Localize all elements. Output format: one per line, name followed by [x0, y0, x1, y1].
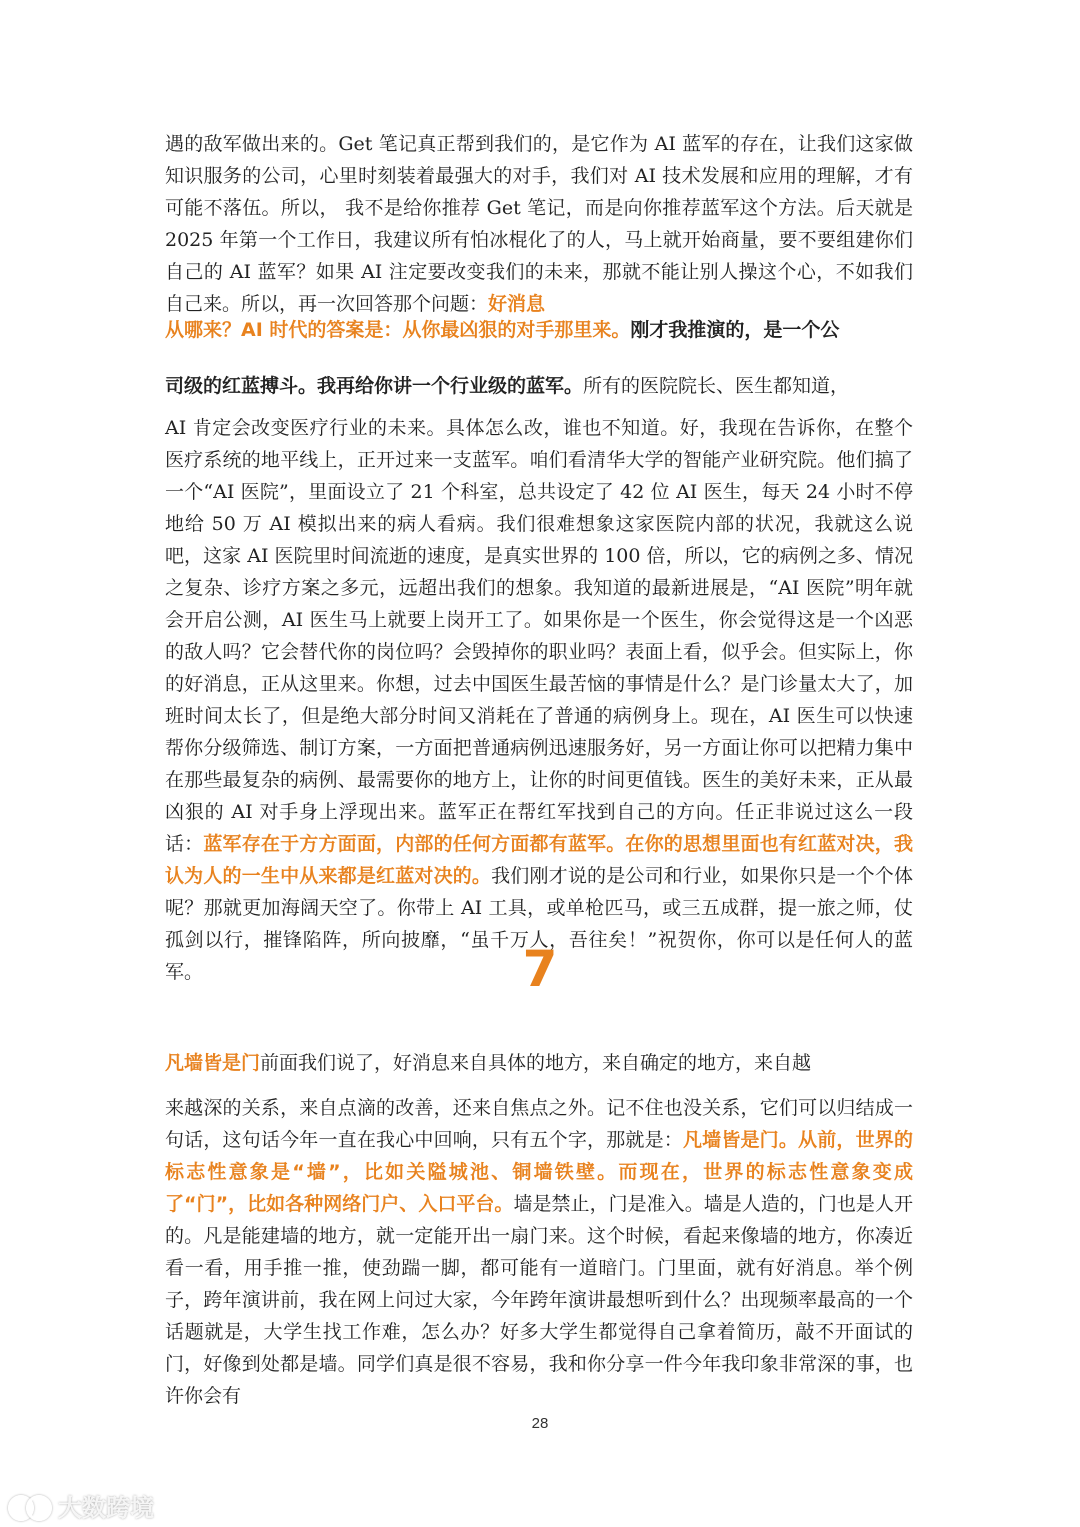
body-text-run: 墙是禁止，门是准入。墙是人造的，门也是人开的。凡是能建墙的地方，就一定能开出一扇门来。这个时候，看起来像墙的地方，你凑近看一看，用手推一推，使劲踹一脚，都可能有一道暗门。门里面，就有好消息。举个例子，跨年演讲前，我在网上问过大家，今年跨年演讲最想听到什么？出现频率最高的一个话题就是，大学生找工作难，怎么办？好多大学生都觉得自己拿着简历，敲不开面试的门，好像到处都是墙。同学们真是很不容易，我和你分享一件今年我印象非常深的事，也许你会有	[165, 1193, 913, 1407]
section-number: 7	[522, 940, 558, 998]
highlighted-text-run: 凡墙皆是门	[165, 1052, 261, 1074]
highlighted-text-run: 好消息	[488, 293, 546, 315]
body-text-run: 所有的医院院长、医生都知道，	[583, 375, 850, 397]
paragraph-4	[165, 412, 913, 988]
watermark-logo-icon	[8, 1493, 52, 1519]
highlighted-text-run: 从哪来？AI 时代的答案是：从你最凶狠的对手那里来。	[165, 319, 631, 341]
body-text-run: 来越深的关系，来自点滴的改善，还来自焦点之外。记不住也没关系，它们可以归结成一句话，这句话今年一直在我心中回响，只有五个字，那就是：	[165, 1097, 913, 1151]
highlighted-text-run: 蓝军存在于方方面面，内部的任何方面都有蓝军。在你的思想里面也有红蓝对决，我认为人的一生中从来都是红蓝对决的。	[165, 833, 913, 887]
body-text-run: AI 肯定会改变医疗行业的未来。具体怎么改，谁也不知道。好，我现在告诉你，在整个医疗系统的地平线上，正开过来一支蓝军。咱们看清华大学的智能产业研究院。他们搞了一个“AI 医院”，里面设立了 21 个科室，总共设定了 42 位 AI 医生，每天 24 小时不停地给 50 万 AI 模拟出来的病人看病。我们很难想象这家医院内部的状况，我就这么说吧，这家 AI 医院里时间流逝的速度，是真实世界的 100 倍，所以，它的病例之多、情况之复杂、诊疗方案之多元，远超出我们的想象。我知道的最新进展是，“AI 医院”明年就会开启公测，AI 医生马上就要上岗开工了。如果你是一个医生，你会觉得这是一个凶恶的敌人吗？它会替代你的岗位吗？会毁掉你的职业吗？表面上看，似乎会。但实际上，你的好消息，正从这里来。你想，过去中国医生最苦恼的事情是什么？是门诊量太大了，加班时间太长了，但是绝大部分时间又消耗在了普通的病例身上。现在，AI 医生可以快速帮你分级筛选、制订方案，一方面把普通病例迅速服务好，另一方面让你可以把精力集中在那些最复杂的病例、最需要你的地方上，让你的时间更值钱。医生的美好未来，正从最凶狠的 AI 对手身上浮现出来。蓝军正在帮红军找到自己的方向。任正非说过这么一段话：	[165, 417, 913, 855]
body-text-run: 我们刚才说的是公司和行业，如果你只是一个个体呢？那就更加海阔天空了。你带上 AI 工具，或单枪匹马，或三五成群，提一旅之师，仗孤剑以行，摧锋陷阵，所向披靡，“虽千万人，吾往矣！”祝贺你，你可以是任何人的蓝军。	[165, 865, 913, 983]
page-number: 28	[531, 1415, 549, 1432]
paragraph-2	[165, 314, 913, 346]
body-text-run: 前面我们说了，好消息来自具体的地方，来自确定的地方，来自越	[260, 1052, 812, 1074]
paragraph-5	[165, 1047, 913, 1079]
paragraph-1	[165, 128, 913, 320]
bold-text-run: 司级的红蓝搏斗。我再给你讲一个行业级的蓝军。	[165, 375, 584, 397]
body-text-run: 遇的敌军做出来的。Get 笔记真正帮到我们的，是它作为 AI 蓝军的存在，让我们这家做知识服务的公司，心里时刻装着最强大的对手，我们对 AI 技术发展和应用的理解，才有可能不落伍。所以， 我不是给你推荐 Get 笔记，而是向你推荐蓝军这个方法。后天就是 2025 年第一个工作日，我建议所有怕冰棍化了的人，马上就开始商量，要不要组建你们自己的 AI 蓝军？如果 AI 注定要改变我们的未来，那就不能让别人操这个心，不如我们自己来。所以，再一次回答那个问题：	[165, 133, 913, 315]
highlighted-text-run: 凡墙皆是门。从前，世界的标志性意象是“墙”，比如关隘城池、铜墙铁壁。而现在，世界的标志性意象变成了“门”，比如各种网络门户、入口平台。	[165, 1129, 913, 1215]
watermark-text: 大数跨境	[58, 1494, 154, 1522]
paragraph-3	[165, 370, 913, 402]
bold-text-run: 刚才我推演的，是一个公	[630, 319, 840, 341]
watermark	[8, 1488, 154, 1523]
paragraph-6	[165, 1092, 913, 1412]
